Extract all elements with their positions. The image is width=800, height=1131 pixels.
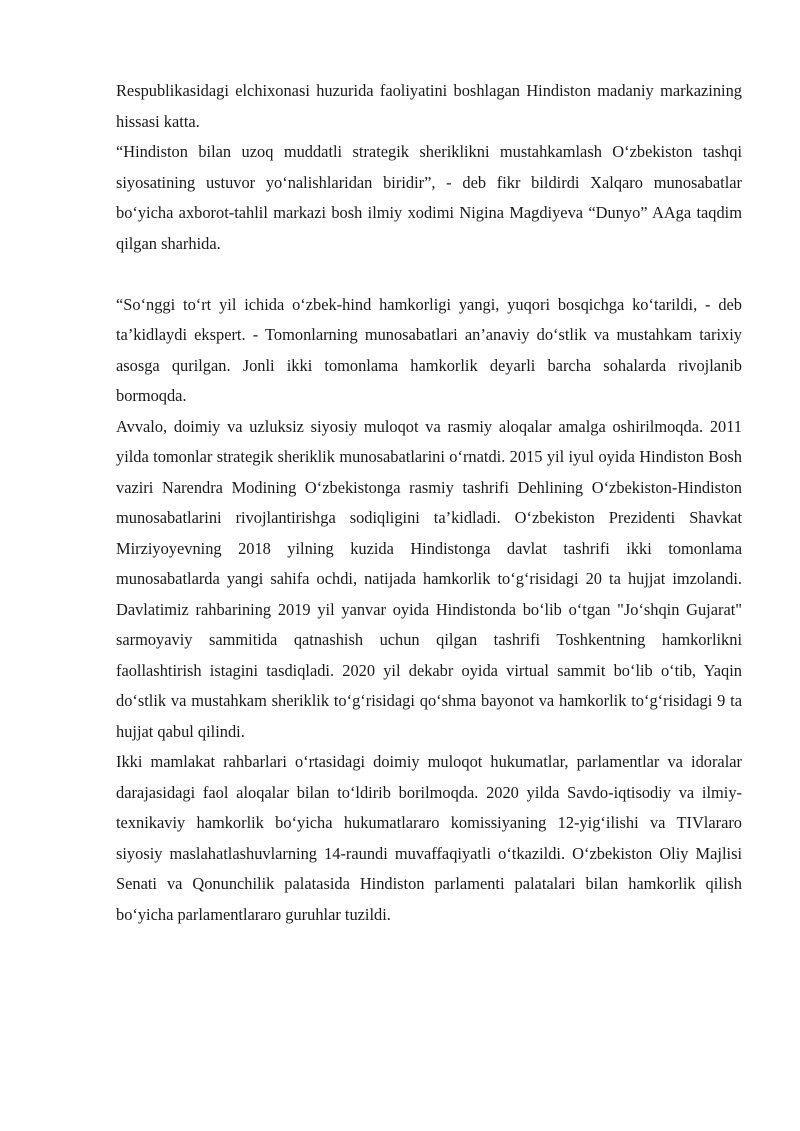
paragraph-cultural-center: Respublikasidagi elchixonasi huzurida faoliyatini boshlagan Hindiston madaniy markazining hissasi katta. <box>116 81 742 131</box>
paragraph-expert-quote: “So‘nggi to‘rt yil ichida o‘zbek-hind hamkorligi yangi, yuqori bosqichga ko‘tarildi, - deb ta’kidlaydi ekspert. - Tomonlarning munosabatlari an’anaviy do‘stlik va mustahkam tarixiy asosga qurilgan. Jonli ikki tomonlama hamkorlik deyarli barcha sohalarda rivojlanib bormoqda. <box>116 294 742 405</box>
paragraph-strategic-partnership-quote: “Hindiston bilan uzoq muddatli strategik sheriklikni mustahkamlash O‘zbekiston tashqi siyosatining ustuvor yo‘nalishlaridan biridir”, - deb fikr bildirdi Xalqaro munosabatlar bo‘yicha axborot-tahlil markazi bosh ilmiy xodimi Nigina Magdiyeva “Dunyo” AAga taqdim qilgan sharhida. <box>116 142 742 253</box>
paragraph-political-dialogue: Avvalo, doimiy va uzluksiz siyosiy muloqot va rasmiy aloqalar amalga oshirilmoqda. 2011 yilda tomonlar strategik sheriklik munosabatlarini o‘rnatdi. 2015 yil iyul oyida Hindiston Bosh vaziri Narendra Modining O‘zbekistonga rasmiy tashrifi Dehlining O‘zbekiston-Hindiston munosabatlarini rivojlantirishga sodiqligini ta’kidladi. O‘zbekiston Prezidenti Shavkat Mirziyoyevning 2018 yilning kuzida Hindistonga davlat tashrifi ikki tomonlama munosabatlarda yangi sahifa ochdi, natijada hamkorlik to‘g‘risidagi 20 ta hujjat imzolandi. Davlatimiz rahbarining 2019 yil yanvar oyida Hindistonda bo‘lib o‘tgan "Jo‘shqin Gujarat" sarmoyaviy sammitida qatnashish uchun qilgan tashrifi Toshkentning hamkorlikni faollashtirish istagini tasdiqladi. 2020 yil dekabr oyida virtual sammit bo‘lib o‘tib, Yaqin do‘stlik va mustahkam sheriklik to‘g‘risidagi qo‘shma bayonot va hamkorlik to‘g‘risidagi 9 ta hujjat qabul qilindi. <box>116 416 742 741</box>
document-page <box>116 76 742 930</box>
paragraph-interparliamentary: Ikki mamlakat rahbarlari o‘rtasidagi doimiy muloqot hukumatlar, parlamentlar va idoralar darajasidagi faol aloqalar bilan to‘ldirib borilmoqda. 2020 yilda Savdo-iqtisodiy va ilmiy-texnikaviy hamkorlik bo‘yicha hukumatlararo komissiyaning 12-yig‘ilishi va TIVlararo siyosiy maslahatlashuvlarning 14-raundi muvaffaqiyatli o‘tkazildi. O‘zbekiston Oliy Majlisi Senati va Qonunchilik palatasida Hindiston parlamenti palatalari bilan hamkorlik qilish bo‘yicha parlamentlararo guruhlar tuzildi. <box>116 752 742 924</box>
paragraph-spacer <box>116 259 742 290</box>
